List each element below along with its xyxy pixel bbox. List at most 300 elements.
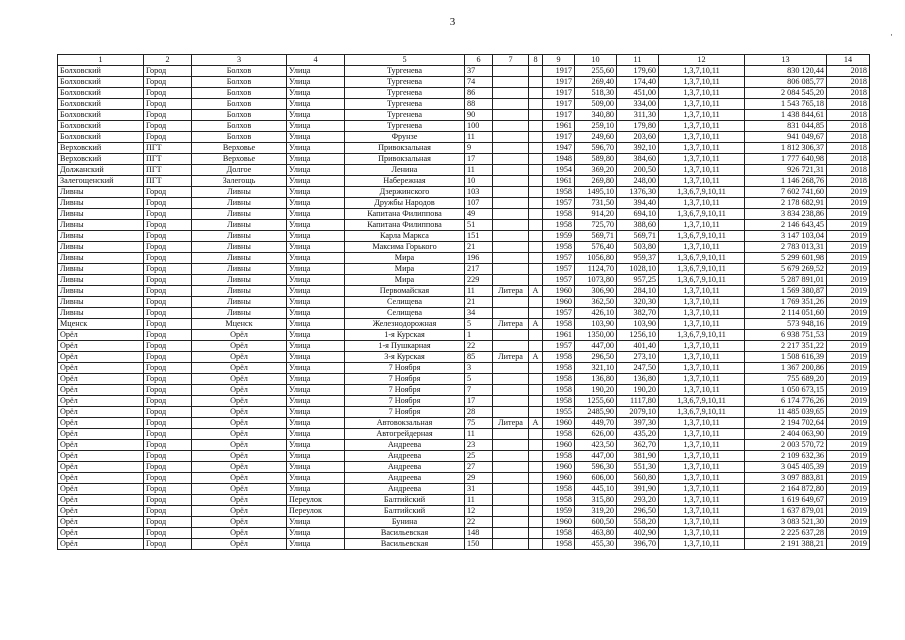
settlement-cell: Болхов xyxy=(192,66,287,77)
table-row xyxy=(58,154,870,165)
work-types-cell: 1,3,7,10,11 xyxy=(659,99,745,110)
building-letter-cell xyxy=(529,341,543,352)
living-area-cell: 179,60 xyxy=(617,66,659,77)
street-type-cell: Улица xyxy=(287,176,345,187)
work-types-cell: 1,3,6,7,9,10,11 xyxy=(659,264,745,275)
settlement-cell: Орёл xyxy=(192,506,287,517)
table-row xyxy=(58,231,870,242)
total-area-cell: 589,80 xyxy=(575,154,617,165)
house-number-cell: 28 xyxy=(465,407,493,418)
settlement-type-cell: Город xyxy=(144,539,192,550)
column-number-header: 6 xyxy=(465,55,493,66)
district-cell: Орёл xyxy=(58,374,144,385)
year-cell: 2019 xyxy=(827,231,870,242)
building-letter-cell xyxy=(529,330,543,341)
total-area-cell: 103,90 xyxy=(575,319,617,330)
district-cell: Орёл xyxy=(58,528,144,539)
year-cell: 2018 xyxy=(827,132,870,143)
build-year-cell: 1948 xyxy=(543,154,575,165)
year-cell: 2018 xyxy=(827,66,870,77)
table-row xyxy=(58,495,870,506)
settlement-type-cell: Город xyxy=(144,286,192,297)
building-letter-cell xyxy=(529,88,543,99)
cost-cell: 1 543 765,18 xyxy=(745,99,827,110)
year-cell: 2018 xyxy=(827,143,870,154)
living-area-cell: 1028,10 xyxy=(617,264,659,275)
column-number-header: 9 xyxy=(543,55,575,66)
settlement-type-cell: Город xyxy=(144,242,192,253)
house-number-cell: 37 xyxy=(465,66,493,77)
building-label-cell xyxy=(493,66,529,77)
settlement-cell: Ливны xyxy=(192,264,287,275)
house-number-cell: 148 xyxy=(465,528,493,539)
building-letter-cell xyxy=(529,132,543,143)
work-types-cell: 1,3,7,10,11 xyxy=(659,374,745,385)
settlement-cell: Болхов xyxy=(192,110,287,121)
work-types-cell: 1,3,6,7,9,10,11 xyxy=(659,407,745,418)
table-row xyxy=(58,110,870,121)
total-area-cell: 731,50 xyxy=(575,198,617,209)
year-cell: 2019 xyxy=(827,506,870,517)
work-types-cell: 1,3,7,10,11 xyxy=(659,462,745,473)
work-types-cell: 1,3,7,10,11 xyxy=(659,440,745,451)
house-number-cell: 22 xyxy=(465,517,493,528)
cost-cell: 2 783 013,31 xyxy=(745,242,827,253)
table-row xyxy=(58,242,870,253)
house-number-cell: 31 xyxy=(465,484,493,495)
table-row xyxy=(58,539,870,550)
settlement-type-cell: ПГТ xyxy=(144,176,192,187)
settlement-type-cell: Город xyxy=(144,308,192,319)
settlement-type-cell: Город xyxy=(144,132,192,143)
district-cell: Ливны xyxy=(58,231,144,242)
house-number-cell: 85 xyxy=(465,352,493,363)
settlement-cell: Орёл xyxy=(192,429,287,440)
cost-cell: 2 084 545,20 xyxy=(745,88,827,99)
street-type-cell: Улица xyxy=(287,363,345,374)
cost-cell: 2 109 632,36 xyxy=(745,451,827,462)
table-row xyxy=(58,66,870,77)
work-types-cell: 1,3,7,10,11 xyxy=(659,473,745,484)
street-name-cell: Железнодорожная xyxy=(345,319,465,330)
living-area-cell: 1256,10 xyxy=(617,330,659,341)
work-types-cell: 1,3,7,10,11 xyxy=(659,121,745,132)
cost-cell: 5 299 601,98 xyxy=(745,253,827,264)
street-type-cell: Улица xyxy=(287,110,345,121)
district-cell: Болховский xyxy=(58,121,144,132)
street-name-cell: 1-я Курская xyxy=(345,330,465,341)
table-row xyxy=(58,297,870,308)
year-cell: 2019 xyxy=(827,209,870,220)
total-area-cell: 463,80 xyxy=(575,528,617,539)
street-type-cell: Улица xyxy=(287,539,345,550)
table-row xyxy=(58,429,870,440)
column-number-header: 1 xyxy=(58,55,144,66)
table-row xyxy=(58,440,870,451)
work-types-cell: 1,3,7,10,11 xyxy=(659,66,745,77)
building-label-cell xyxy=(493,528,529,539)
house-number-cell: 86 xyxy=(465,88,493,99)
total-area-cell: 190,20 xyxy=(575,385,617,396)
street-type-cell: Улица xyxy=(287,99,345,110)
living-area-cell: 273,10 xyxy=(617,352,659,363)
street-name-cell: Тургенева xyxy=(345,88,465,99)
district-cell: Болховский xyxy=(58,110,144,121)
total-area-cell: 1056,80 xyxy=(575,253,617,264)
settlement-type-cell: Город xyxy=(144,484,192,495)
work-types-cell: 1,3,7,10,11 xyxy=(659,308,745,319)
street-name-cell: Андреева xyxy=(345,473,465,484)
street-name-cell: Селищева xyxy=(345,308,465,319)
settlement-cell: Орёл xyxy=(192,352,287,363)
build-year-cell: 1957 xyxy=(543,275,575,286)
street-name-cell: Привокзальная xyxy=(345,154,465,165)
street-type-cell: Улица xyxy=(287,286,345,297)
cost-cell: 1 367 200,86 xyxy=(745,363,827,374)
house-number-cell: 25 xyxy=(465,451,493,462)
street-name-cell: Тургенева xyxy=(345,121,465,132)
district-cell: Ливны xyxy=(58,187,144,198)
building-letter-cell xyxy=(529,209,543,220)
living-area-cell: 392,10 xyxy=(617,143,659,154)
year-cell: 2018 xyxy=(827,88,870,99)
street-type-cell: Улица xyxy=(287,319,345,330)
building-label-cell xyxy=(493,242,529,253)
cost-cell: 5 287 891,01 xyxy=(745,275,827,286)
district-cell: Орёл xyxy=(58,506,144,517)
district-cell: Ливны xyxy=(58,297,144,308)
column-number-header: 10 xyxy=(575,55,617,66)
total-area-cell: 426,10 xyxy=(575,308,617,319)
year-cell: 2019 xyxy=(827,253,870,264)
total-area-cell: 296,50 xyxy=(575,352,617,363)
year-cell: 2019 xyxy=(827,275,870,286)
house-number-cell: 11 xyxy=(465,132,493,143)
total-area-cell: 449,70 xyxy=(575,418,617,429)
settlement-cell: Орёл xyxy=(192,484,287,495)
settlement-type-cell: ПГТ xyxy=(144,143,192,154)
building-letter-cell xyxy=(529,99,543,110)
house-number-cell: 22 xyxy=(465,341,493,352)
settlement-cell: Болхов xyxy=(192,88,287,99)
street-type-cell: Улица xyxy=(287,418,345,429)
house-number-cell: 217 xyxy=(465,264,493,275)
build-year-cell: 1917 xyxy=(543,88,575,99)
living-area-cell: 957,25 xyxy=(617,275,659,286)
living-area-cell: 381,90 xyxy=(617,451,659,462)
table-row xyxy=(58,99,870,110)
settlement-type-cell: Город xyxy=(144,374,192,385)
column-number-header: 11 xyxy=(617,55,659,66)
cost-cell: 1 769 351,26 xyxy=(745,297,827,308)
street-name-cell: 7 Ноября xyxy=(345,363,465,374)
settlement-type-cell: Город xyxy=(144,429,192,440)
cost-cell: 3 834 238,86 xyxy=(745,209,827,220)
house-number-cell: 27 xyxy=(465,462,493,473)
table-body xyxy=(58,66,870,550)
street-name-cell: 7 Ноября xyxy=(345,407,465,418)
house-number-cell: 90 xyxy=(465,110,493,121)
building-letter-cell xyxy=(529,176,543,187)
build-year-cell: 1958 xyxy=(543,528,575,539)
district-cell: Орёл xyxy=(58,440,144,451)
street-name-cell: 7 Ноября xyxy=(345,385,465,396)
house-number-cell: 23 xyxy=(465,440,493,451)
living-area-cell: 394,40 xyxy=(617,198,659,209)
district-cell: Орёл xyxy=(58,473,144,484)
build-year-cell: 1958 xyxy=(543,374,575,385)
building-letter-cell xyxy=(529,220,543,231)
building-label-cell xyxy=(493,176,529,187)
district-cell: Ливны xyxy=(58,264,144,275)
table-row xyxy=(58,88,870,99)
total-area-cell: 1495,10 xyxy=(575,187,617,198)
house-number-cell: 229 xyxy=(465,275,493,286)
settlement-type-cell: Город xyxy=(144,363,192,374)
building-label-cell xyxy=(493,506,529,517)
street-type-cell: Улица xyxy=(287,451,345,462)
work-types-cell: 1,3,7,10,11 xyxy=(659,132,745,143)
street-name-cell: Фрунзе xyxy=(345,132,465,143)
living-area-cell: 560,80 xyxy=(617,473,659,484)
settlement-cell: Ливны xyxy=(192,297,287,308)
table-row xyxy=(58,473,870,484)
building-letter-cell xyxy=(529,495,543,506)
street-name-cell: Тургенева xyxy=(345,110,465,121)
building-letter-cell xyxy=(529,143,543,154)
column-number-header: 13 xyxy=(745,55,827,66)
house-number-cell: 12 xyxy=(465,506,493,517)
settlement-type-cell: Город xyxy=(144,209,192,220)
settlement-type-cell: Город xyxy=(144,275,192,286)
table-header xyxy=(58,55,870,66)
district-cell: Орёл xyxy=(58,418,144,429)
settlement-type-cell: Город xyxy=(144,99,192,110)
work-types-cell: 1,3,7,10,11 xyxy=(659,297,745,308)
building-letter-cell xyxy=(529,374,543,385)
table-row xyxy=(58,132,870,143)
house-number-cell: 49 xyxy=(465,209,493,220)
district-cell: Орёл xyxy=(58,539,144,550)
building-label-cell xyxy=(493,275,529,286)
house-number-cell: 3 xyxy=(465,363,493,374)
total-area-cell: 315,80 xyxy=(575,495,617,506)
build-year-cell: 1958 xyxy=(543,396,575,407)
living-area-cell: 311,30 xyxy=(617,110,659,121)
total-area-cell: 596,70 xyxy=(575,143,617,154)
district-cell: Ливны xyxy=(58,286,144,297)
total-area-cell: 606,00 xyxy=(575,473,617,484)
street-type-cell: Улица xyxy=(287,385,345,396)
house-number-cell: 21 xyxy=(465,297,493,308)
district-cell: Болховский xyxy=(58,66,144,77)
cost-cell: 2 146 643,45 xyxy=(745,220,827,231)
street-name-cell: Дружбы Народов xyxy=(345,198,465,209)
house-number-cell: 17 xyxy=(465,396,493,407)
living-area-cell: 551,30 xyxy=(617,462,659,473)
building-label-cell xyxy=(493,297,529,308)
district-cell: Должанский xyxy=(58,165,144,176)
total-area-cell: 725,70 xyxy=(575,220,617,231)
district-cell: Болховский xyxy=(58,77,144,88)
cost-cell: 1 637 879,01 xyxy=(745,506,827,517)
settlement-cell: Орёл xyxy=(192,440,287,451)
build-year-cell: 1959 xyxy=(543,506,575,517)
building-label-cell xyxy=(493,88,529,99)
total-area-cell: 269,80 xyxy=(575,176,617,187)
table-row xyxy=(58,517,870,528)
district-cell: Орёл xyxy=(58,385,144,396)
building-label-cell xyxy=(493,143,529,154)
building-letter-cell xyxy=(529,396,543,407)
table-row xyxy=(58,209,870,220)
year-cell: 2019 xyxy=(827,264,870,275)
build-year-cell: 1958 xyxy=(543,220,575,231)
settlement-cell: Орёл xyxy=(192,385,287,396)
living-area-cell: 401,40 xyxy=(617,341,659,352)
cost-cell: 2 164 872,80 xyxy=(745,484,827,495)
street-name-cell: Автовокзальная xyxy=(345,418,465,429)
year-cell: 2018 xyxy=(827,154,870,165)
build-year-cell: 1957 xyxy=(543,198,575,209)
settlement-cell: Болхов xyxy=(192,77,287,88)
district-cell: Ливны xyxy=(58,209,144,220)
building-label-cell xyxy=(493,473,529,484)
district-cell: Орёл xyxy=(58,341,144,352)
total-area-cell: 1350,00 xyxy=(575,330,617,341)
build-year-cell: 1917 xyxy=(543,132,575,143)
table-row xyxy=(58,264,870,275)
street-name-cell: Тургенева xyxy=(345,77,465,88)
year-cell: 2018 xyxy=(827,99,870,110)
total-area-cell: 447,00 xyxy=(575,341,617,352)
building-label-cell xyxy=(493,539,529,550)
year-cell: 2019 xyxy=(827,286,870,297)
settlement-type-cell: Город xyxy=(144,121,192,132)
year-cell: 2019 xyxy=(827,198,870,209)
building-letter-cell: А xyxy=(529,319,543,330)
work-types-cell: 1,3,6,7,9,10,11 xyxy=(659,209,745,220)
street-type-cell: Переулок xyxy=(287,495,345,506)
cost-cell: 5 679 269,52 xyxy=(745,264,827,275)
street-name-cell: Максима Горького xyxy=(345,242,465,253)
settlement-type-cell: ПГТ xyxy=(144,165,192,176)
total-area-cell: 596,30 xyxy=(575,462,617,473)
house-number-cell: 17 xyxy=(465,154,493,165)
building-label-cell xyxy=(493,484,529,495)
settlement-type-cell: Город xyxy=(144,330,192,341)
build-year-cell: 1917 xyxy=(543,77,575,88)
build-year-cell: 1954 xyxy=(543,165,575,176)
street-name-cell: Тургенева xyxy=(345,99,465,110)
table-row xyxy=(58,484,870,495)
street-type-cell: Улица xyxy=(287,473,345,484)
street-type-cell: Улица xyxy=(287,66,345,77)
district-cell: Верховский xyxy=(58,154,144,165)
column-number-header: 7 xyxy=(493,55,529,66)
build-year-cell: 1947 xyxy=(543,143,575,154)
district-cell: Орёл xyxy=(58,517,144,528)
cost-cell: 2 217 351,22 xyxy=(745,341,827,352)
building-letter-cell xyxy=(529,231,543,242)
house-number-cell: 1 xyxy=(465,330,493,341)
building-letter-cell xyxy=(529,165,543,176)
total-area-cell: 259,10 xyxy=(575,121,617,132)
year-cell: 2019 xyxy=(827,429,870,440)
build-year-cell: 1957 xyxy=(543,308,575,319)
table-row xyxy=(58,121,870,132)
work-types-cell: 1,3,7,10,11 xyxy=(659,319,745,330)
work-types-cell: 1,3,7,10,11 xyxy=(659,495,745,506)
living-area-cell: 384,60 xyxy=(617,154,659,165)
year-cell: 2019 xyxy=(827,341,870,352)
district-cell: Орёл xyxy=(58,451,144,462)
year-cell: 2019 xyxy=(827,451,870,462)
district-cell: Ливны xyxy=(58,275,144,286)
building-label-cell xyxy=(493,253,529,264)
cost-cell: 926 721,31 xyxy=(745,165,827,176)
build-year-cell: 1958 xyxy=(543,495,575,506)
district-cell: Орёл xyxy=(58,407,144,418)
building-label-cell xyxy=(493,77,529,88)
year-cell: 2019 xyxy=(827,495,870,506)
cost-cell: 7 602 741,60 xyxy=(745,187,827,198)
table-row xyxy=(58,275,870,286)
work-types-cell: 1,3,7,10,11 xyxy=(659,143,745,154)
building-letter-cell xyxy=(529,539,543,550)
table-row xyxy=(58,374,870,385)
living-area-cell: 136,80 xyxy=(617,374,659,385)
building-letter-cell: А xyxy=(529,418,543,429)
building-label-cell xyxy=(493,264,529,275)
living-area-cell: 1117,80 xyxy=(617,396,659,407)
street-name-cell: Дзержинского xyxy=(345,187,465,198)
building-letter-cell xyxy=(529,242,543,253)
settlement-cell: Ливны xyxy=(192,209,287,220)
total-area-cell: 445,10 xyxy=(575,484,617,495)
house-number-cell: 75 xyxy=(465,418,493,429)
building-letter-cell xyxy=(529,264,543,275)
year-cell: 2018 xyxy=(827,165,870,176)
settlement-type-cell: Город xyxy=(144,220,192,231)
settlement-cell: Мценск xyxy=(192,319,287,330)
cost-cell: 11 485 039,65 xyxy=(745,407,827,418)
work-types-cell: 1,3,7,10,11 xyxy=(659,429,745,440)
building-letter-cell xyxy=(529,154,543,165)
year-cell: 2019 xyxy=(827,473,870,484)
year-cell: 2019 xyxy=(827,308,870,319)
settlement-type-cell: Город xyxy=(144,440,192,451)
column-number-row xyxy=(58,55,870,66)
street-name-cell: 1-я Пушкарная xyxy=(345,341,465,352)
table-row xyxy=(58,198,870,209)
street-type-cell: Улица xyxy=(287,297,345,308)
building-letter-cell xyxy=(529,506,543,517)
building-label-cell xyxy=(493,99,529,110)
district-cell: Болховский xyxy=(58,88,144,99)
street-name-cell: Андреева xyxy=(345,440,465,451)
building-label-cell xyxy=(493,308,529,319)
total-area-cell: 569,71 xyxy=(575,231,617,242)
district-cell: Ливны xyxy=(58,242,144,253)
street-type-cell: Улица xyxy=(287,330,345,341)
living-area-cell: 382,70 xyxy=(617,308,659,319)
cost-cell: 2 404 063,90 xyxy=(745,429,827,440)
table-row xyxy=(58,418,870,429)
total-area-cell: 369,20 xyxy=(575,165,617,176)
street-type-cell: Улица xyxy=(287,231,345,242)
building-letter-cell xyxy=(529,517,543,528)
